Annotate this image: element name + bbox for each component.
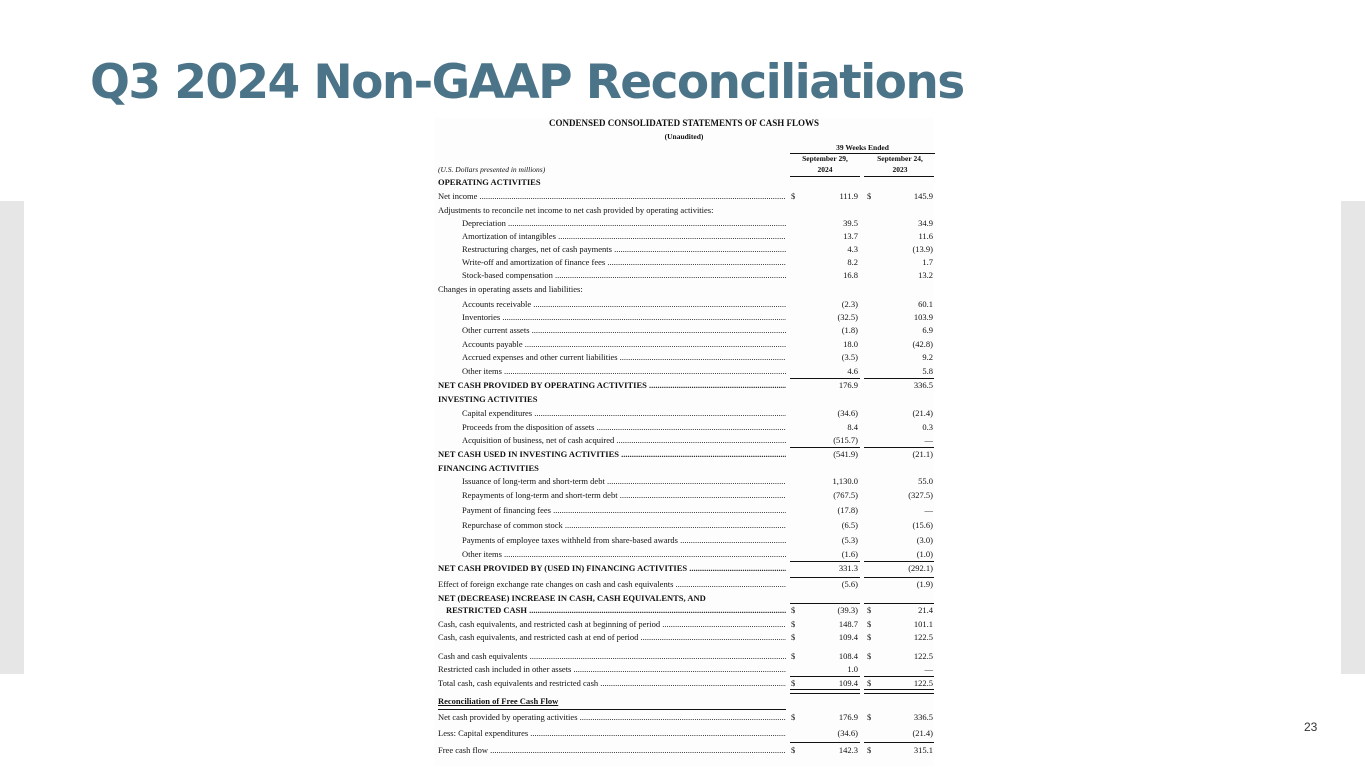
value-2023: 103.9 — [913, 312, 933, 322]
value-2023: (42.8) — [912, 339, 933, 349]
row-label: INVESTING ACTIVITIES — [438, 394, 538, 404]
row-label: Net income ..... — [438, 190, 786, 203]
row-label: Cash, cash equivalents, and restricted cash at beginning of period ..... — [438, 618, 786, 631]
statement-row — [434, 475, 934, 488]
value-2023: 5.8 — [922, 366, 933, 376]
value-2024: (34.6) — [837, 408, 858, 418]
statement-row — [434, 695, 934, 708]
total-rule — [790, 447, 860, 448]
value-2024: 13.7 — [843, 231, 858, 241]
value-2024: (6.5) — [841, 520, 858, 530]
value-2024: 1.0 — [847, 664, 858, 674]
row-label: Amortization of intangibles ..... — [462, 230, 786, 243]
column-date-2023: September 24, — [877, 154, 923, 163]
statement-row — [434, 711, 934, 724]
value-2023: (13.9) — [912, 244, 933, 254]
currency-symbol: $ — [867, 678, 872, 688]
row-label: Changes in operating assets and liabilities: — [438, 284, 583, 294]
value-2024: (3.5) — [841, 352, 858, 362]
total-rule — [790, 742, 860, 743]
value-2024: (34.6) — [837, 728, 858, 738]
value-2024: (32.5) — [837, 312, 858, 322]
value-2024: 176.9 — [838, 380, 858, 390]
column-year-2024: 2024 — [817, 165, 833, 174]
row-label: Cash and cash equivalents ..... — [438, 650, 786, 663]
statement-row — [434, 230, 934, 243]
currency-symbol: $ — [791, 191, 796, 201]
statement-row — [434, 489, 934, 502]
row-label: Effect of foreign exchange rate changes on cash and cash equivalents ..... — [438, 578, 786, 591]
statement-row — [434, 190, 934, 203]
left-side-bar — [0, 201, 24, 674]
value-2024: 8.4 — [847, 422, 858, 432]
row-label: NET CASH PROVIDED BY OPERATING ACTIVITIES ..... — [438, 379, 786, 392]
value-2024: (767.5) — [833, 490, 858, 500]
statement-subtitle: (Unaudited) — [664, 132, 704, 141]
right-side-bar — [1341, 201, 1365, 674]
value-2023: (15.6) — [912, 520, 933, 530]
row-label: Payments of employee taxes withheld from share-based awards ..... — [462, 534, 786, 547]
total-rule — [864, 603, 934, 604]
statement-row — [434, 269, 934, 282]
value-2023: (1.0) — [916, 549, 933, 559]
total-rule — [864, 742, 934, 743]
statement-row — [434, 243, 934, 256]
statement-row — [434, 298, 934, 311]
row-label: NET (DECREASE) INCREASE IN CASH, CASH EQUIVALENTS, AND — [438, 593, 706, 603]
row-label: Write-off and amortization of finance fees ..... — [462, 256, 786, 269]
currency-symbol: $ — [867, 651, 872, 661]
value-2023: (21.4) — [912, 728, 933, 738]
statement-row — [434, 618, 934, 631]
statement-row — [434, 421, 934, 434]
row-label: Less: Capital expenditures ..... — [438, 727, 786, 740]
row-label: Cash, cash equivalents, and restricted cash at end of period ..... — [438, 631, 786, 644]
row-label: Capital expenditures ..... — [462, 407, 786, 420]
value-2023: 122.5 — [913, 632, 933, 642]
total-rule — [790, 378, 860, 379]
statement-row — [434, 365, 934, 378]
value-2024: (541.9) — [833, 449, 858, 459]
value-2024: 8.2 — [847, 257, 858, 267]
value-2024: (2.3) — [841, 299, 858, 309]
statement-row — [434, 604, 934, 617]
value-2024: 4.6 — [847, 366, 858, 376]
currency-symbol: $ — [867, 619, 872, 629]
slide-title: Q3 2024 Non-GAAP Reconciliations — [90, 55, 964, 110]
value-2023: 122.5 — [913, 651, 933, 661]
row-label: Other items ..... — [462, 548, 786, 561]
statement-row — [434, 548, 934, 561]
value-2023: (292.1) — [908, 563, 933, 573]
total-rule — [790, 603, 860, 604]
statement-row — [434, 338, 934, 351]
statement-row — [434, 744, 934, 757]
value-2023: — — [924, 505, 933, 515]
row-label: Accounts receivable ..... — [462, 298, 786, 311]
value-2024: (5.3) — [841, 535, 858, 545]
total-rule — [864, 378, 934, 379]
value-2023: — — [924, 664, 933, 674]
row-label: NET CASH PROVIDED BY (USED IN) FINANCING ACTIVITIES ..... — [438, 562, 786, 575]
row-label: Adjustments to reconcile net income to net cash provided by operating activities: — [438, 205, 714, 215]
statement-row — [434, 448, 934, 461]
value-2023: 13.2 — [918, 270, 933, 280]
period-header: 39 Weeks Ended — [790, 143, 935, 154]
row-label: OPERATING ACTIVITIES — [438, 177, 541, 187]
value-2023: (3.0) — [916, 535, 933, 545]
currency-symbol: $ — [791, 651, 796, 661]
currency-symbol: $ — [867, 605, 872, 615]
total-rule — [864, 676, 934, 677]
statement-row — [434, 256, 934, 269]
value-2024: (39.3) — [837, 605, 858, 615]
total-rule — [864, 577, 934, 578]
value-2024: 1,130.0 — [832, 476, 858, 486]
total-rule — [864, 561, 934, 562]
currency-symbol: $ — [867, 712, 872, 722]
value-2023: 34.9 — [918, 218, 933, 228]
row-label: FINANCING ACTIVITIES — [438, 463, 539, 473]
value-2023: 6.9 — [922, 325, 933, 335]
column-year-2023: 2023 — [892, 165, 908, 174]
page-number: 23 — [1304, 720, 1318, 734]
total-rule — [864, 447, 934, 448]
value-2023: 336.5 — [913, 712, 933, 722]
currency-symbol: $ — [867, 191, 872, 201]
statement-row — [434, 283, 934, 296]
value-2024: 39.5 — [843, 218, 858, 228]
row-label: Proceeds from the disposition of assets ..... — [462, 421, 786, 434]
row-label: NET CASH USED IN INVESTING ACTIVITIES ..... — [438, 448, 786, 461]
statement-row — [434, 462, 934, 475]
total-rule — [790, 676, 860, 677]
value-2024: (5.6) — [841, 579, 858, 589]
double-rule — [790, 689, 860, 694]
value-2024: 4.3 — [847, 244, 858, 254]
currency-symbol: $ — [791, 745, 796, 755]
row-label: Depreciation ..... — [462, 217, 786, 230]
row-label: Net cash provided by operating activities ..... — [438, 711, 786, 724]
row-label: Accrued expenses and other current liabilities ..... — [462, 351, 786, 364]
row-label: Accounts payable ..... — [462, 338, 786, 351]
value-2024: 16.8 — [843, 270, 858, 280]
value-2023: 11.6 — [918, 231, 933, 241]
currency-symbol: $ — [791, 619, 796, 629]
total-rule — [790, 561, 860, 562]
statement-row — [434, 311, 934, 324]
statement-row — [434, 631, 934, 644]
value-2023: 315.1 — [913, 745, 933, 755]
value-2024: (1.8) — [841, 325, 858, 335]
section-rule — [438, 709, 786, 710]
value-2024: 108.4 — [838, 651, 858, 661]
value-2023: (1.9) — [916, 579, 933, 589]
value-2023: 21.4 — [918, 605, 933, 615]
row-label: Other current assets ..... — [462, 324, 786, 337]
value-2023: 336.5 — [913, 380, 933, 390]
value-2023: 145.9 — [913, 191, 933, 201]
row-label: RESTRICTED CASH ..... — [446, 604, 786, 617]
statement-row — [434, 204, 934, 217]
row-label: Stock-based compensation ..... — [462, 269, 786, 282]
value-2023: — — [924, 435, 933, 445]
value-2023: 0.3 — [922, 422, 933, 432]
value-2023: 55.0 — [918, 476, 933, 486]
statement-row — [434, 519, 934, 532]
cash-flow-statement — [434, 118, 934, 766]
currency-symbol: $ — [791, 678, 796, 688]
value-2024: 111.9 — [839, 191, 858, 201]
value-2024: (1.6) — [841, 549, 858, 559]
value-2023: 60.1 — [918, 299, 933, 309]
currency-symbol: $ — [791, 605, 796, 615]
statement-row — [434, 434, 934, 447]
value-2024: (17.8) — [837, 505, 858, 515]
statement-row — [434, 379, 934, 392]
currency-symbol: $ — [867, 632, 872, 642]
row-label: Reconciliation of Free Cash Flow — [438, 696, 559, 706]
currency-symbol: $ — [791, 712, 796, 722]
value-2024: 142.3 — [838, 745, 858, 755]
row-label: Inventories ..... — [462, 311, 786, 324]
row-label: Total cash, cash equivalents and restricted cash ..... — [438, 677, 786, 690]
statement-row — [434, 534, 934, 547]
statement-row — [434, 351, 934, 364]
row-label: Issuance of long-term and short-term debt ..... — [462, 475, 786, 488]
value-2024: 109.4 — [838, 632, 858, 642]
currency-symbol: $ — [791, 632, 796, 642]
statement-row — [434, 504, 934, 517]
statement-row — [434, 650, 934, 663]
row-label: Payment of financing fees ..... — [462, 504, 786, 517]
value-2024: 109.4 — [838, 678, 858, 688]
row-label: Free cash flow ..... — [438, 744, 786, 757]
row-label: Restructuring charges, net of cash payments ..... — [462, 243, 786, 256]
row-label: Other items ..... — [462, 365, 786, 378]
row-label: Repurchase of common stock ..... — [462, 519, 786, 532]
row-label: Restricted cash included in other assets ..... — [438, 663, 786, 676]
units-note: (U.S. Dollars presented in millions) — [438, 165, 546, 174]
statement-row — [434, 562, 934, 575]
value-2023: (21.1) — [912, 449, 933, 459]
double-rule — [864, 689, 934, 694]
value-2023: (21.4) — [912, 408, 933, 418]
value-2024: 18.0 — [843, 339, 858, 349]
value-2024: 331.3 — [838, 563, 858, 573]
value-2023: 9.2 — [922, 352, 933, 362]
statement-row — [434, 663, 934, 676]
statement-row — [434, 217, 934, 230]
statement-row — [434, 578, 934, 591]
value-2023: 1.7 — [922, 257, 933, 267]
value-2023: 101.1 — [913, 619, 933, 629]
value-2024: 148.7 — [838, 619, 858, 629]
statement-row — [434, 407, 934, 420]
value-2024: (515.7) — [833, 435, 858, 445]
statement-row — [434, 393, 934, 406]
row-label: Repayments of long-term and short-term debt ..... — [462, 489, 786, 502]
column-date-2024: September 29, — [802, 154, 848, 163]
statement-row — [434, 727, 934, 740]
row-label: Acquisition of business, net of cash acquired ..... — [462, 434, 786, 447]
statement-title: CONDENSED CONSOLIDATED STATEMENTS OF CASH FLOWS — [549, 118, 819, 128]
statement-row — [434, 324, 934, 337]
value-2024: 176.9 — [838, 712, 858, 722]
value-2023: 122.5 — [913, 678, 933, 688]
statement-row — [434, 176, 934, 189]
currency-symbol: $ — [867, 745, 872, 755]
value-2023: (327.5) — [908, 490, 933, 500]
total-rule — [790, 577, 860, 578]
